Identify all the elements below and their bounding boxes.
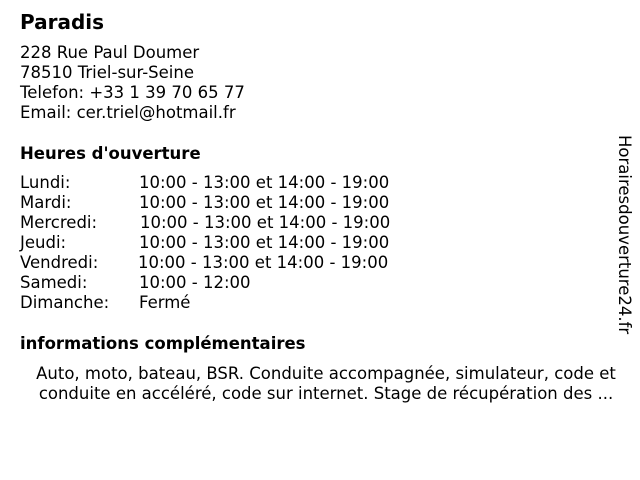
day-label: Jeudi: [20,233,67,252]
additional-info-text: Auto, moto, bateau, BSR. Conduite accompagnée, simulateur, code et conduite en accéléré, code sur internet. Stage de récupération des ... [36,364,616,403]
day-hours: 10:00 - 13:00 et 14:00 - 19:00 [138,253,389,272]
site-watermark [612,135,636,345]
day-label: Samedi: [20,273,88,292]
day-hours: 10:00 - 13:00 et 14:00 - 19:00 [139,173,390,192]
day-label: Dimanche: [20,293,110,312]
day-hours: 10:00 - 13:00 et 14:00 - 19:00 [140,213,391,232]
address-city: 78510 Triel-sur-Seine [20,63,194,82]
phone-number: Telefon: +33 1 39 70 65 77 [20,83,245,102]
business-name: Paradis [20,10,105,34]
day-label: Mardi: [20,193,72,212]
email-address: Email: cer.triel@hotmail.fr [20,103,236,122]
day-label: Lundi: [20,173,71,192]
day-hours: Fermé [139,293,191,312]
additional-info-heading: informations complémentaires [20,334,306,353]
day-hours: 10:00 - 13:00 et 14:00 - 19:00 [139,193,390,212]
day-hours: 10:00 - 12:00 [139,273,251,292]
day-label: Mercredi: [20,213,98,232]
watermark-text: Horairesdouverture24.fr [615,135,634,335]
day-label: Vendredi: [20,253,99,272]
day-hours: 10:00 - 13:00 et 14:00 - 19:00 [139,233,390,252]
contact-block [20,43,245,123]
opening-hours-heading: Heures d'ouverture [20,144,201,163]
address-street: 228 Rue Paul Doumer [20,43,200,62]
